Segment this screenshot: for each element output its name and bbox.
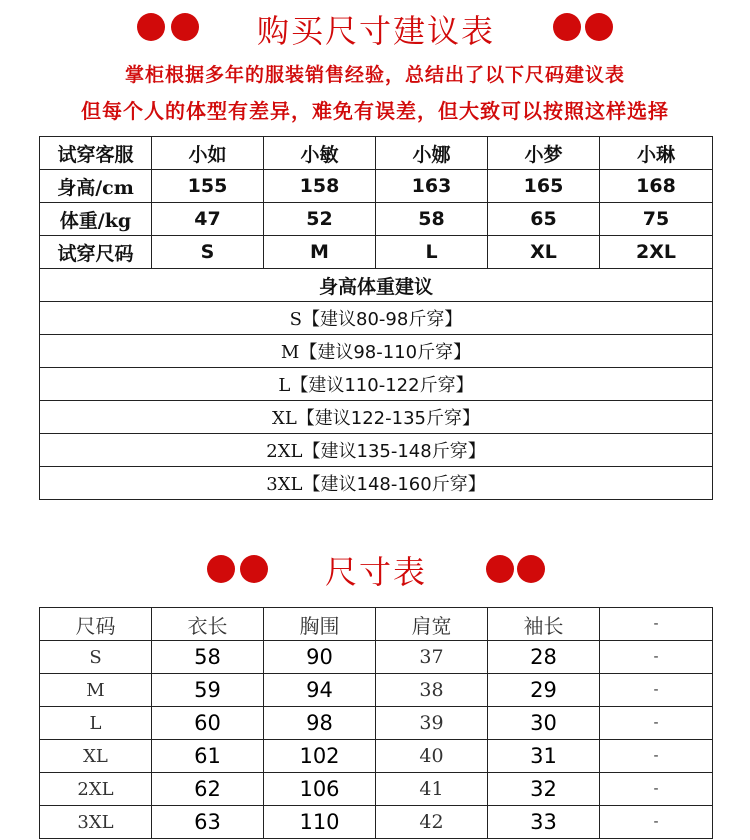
shoulder-cell: 41	[376, 773, 488, 806]
table-row	[40, 806, 713, 839]
advice-note-line2: 但每个人的体型有差异，难免有误差，但大致可以按照这样选择	[81, 99, 669, 123]
suggestion-cell	[40, 335, 713, 368]
size-chart-table	[39, 607, 713, 839]
length-cell: 61	[152, 740, 264, 773]
model-name: 小敏	[264, 137, 376, 170]
shoulder-cell: 38	[376, 674, 488, 707]
model-weight: 47	[152, 203, 264, 236]
table-row	[40, 368, 713, 401]
suggestion-size: 2XL	[266, 441, 303, 462]
chest-cell: 102	[264, 740, 376, 773]
shoulder-cell: 40	[376, 740, 488, 773]
table-row	[40, 335, 713, 368]
size-cell: M	[40, 674, 152, 707]
table-row	[40, 203, 713, 236]
shoulder-cell: 39	[376, 707, 488, 740]
sleeve-cell: 31	[488, 740, 600, 773]
model-height: 155	[152, 170, 264, 203]
model-size: S	[152, 236, 264, 269]
table-row	[40, 434, 713, 467]
decor-dot-icon	[486, 555, 514, 583]
size-cell: L	[40, 707, 152, 740]
decor-dot-icon	[207, 555, 235, 583]
model-name: 小娜	[376, 137, 488, 170]
suggestion-cell	[40, 467, 713, 500]
table-header-row	[40, 608, 713, 641]
extra-cell: -	[600, 773, 713, 806]
extra-cell: -	[600, 707, 713, 740]
size-cell: S	[40, 641, 152, 674]
suggestion-size: M	[280, 342, 300, 363]
model-size: 2XL	[600, 236, 713, 269]
table-row	[40, 674, 713, 707]
suggestion-size: 3XL	[266, 474, 303, 495]
model-weight: 58	[376, 203, 488, 236]
suggestion-range: 【建议98-110斤穿】	[299, 342, 472, 363]
suggestion-range: 【建议135-148斤穿】	[302, 441, 486, 462]
column-header: 衣长	[152, 608, 264, 641]
suggestion-size: XL	[272, 408, 297, 429]
decor-dot-icon	[553, 13, 581, 41]
sleeve-cell: 30	[488, 707, 600, 740]
suggestion-cell	[40, 434, 713, 467]
model-name: 小梦	[488, 137, 600, 170]
table-row	[40, 236, 713, 269]
length-cell: 58	[152, 641, 264, 674]
table-row	[40, 707, 713, 740]
sleeve-cell: 28	[488, 641, 600, 674]
model-height: 168	[600, 170, 713, 203]
table-row	[40, 302, 713, 335]
model-weight: 65	[488, 203, 600, 236]
decor-dot-icon	[171, 13, 199, 41]
length-cell: 59	[152, 674, 264, 707]
suggestion-size: L	[278, 375, 291, 396]
row-label: 体重/kg	[40, 203, 152, 236]
row-label: 身高/cm	[40, 170, 152, 203]
chest-cell: 94	[264, 674, 376, 707]
model-size-table	[39, 136, 713, 500]
suggestion-range: 【建议80-98斤穿】	[302, 309, 463, 330]
table-row	[40, 401, 713, 434]
row-label: 试穿尺码	[40, 236, 152, 269]
table-row	[40, 137, 713, 170]
size-cell: 3XL	[40, 806, 152, 839]
model-size: M	[264, 236, 376, 269]
table-row	[40, 170, 713, 203]
size-advice-title: 购买尺寸建议表	[257, 12, 496, 50]
table-row	[40, 269, 713, 302]
decor-dot-icon	[585, 13, 613, 41]
column-header: 肩宽	[376, 608, 488, 641]
sleeve-cell: 29	[488, 674, 600, 707]
model-size: L	[376, 236, 488, 269]
model-height: 163	[376, 170, 488, 203]
suggestion-cell	[40, 302, 713, 335]
chest-cell: 90	[264, 641, 376, 674]
shoulder-cell: 42	[376, 806, 488, 839]
model-height: 165	[488, 170, 600, 203]
chest-cell: 98	[264, 707, 376, 740]
suggestion-size: S	[289, 309, 303, 330]
suggestion-header: 身高体重建议	[40, 269, 713, 302]
table-row	[40, 641, 713, 674]
length-cell: 63	[152, 806, 264, 839]
model-height: 158	[264, 170, 376, 203]
model-name: 小琳	[600, 137, 713, 170]
column-header: 尺码	[40, 608, 152, 641]
extra-cell: -	[600, 740, 713, 773]
table-row	[40, 773, 713, 806]
suggestion-cell	[40, 401, 713, 434]
decor-dot-icon	[517, 555, 545, 583]
size-cell: XL	[40, 740, 152, 773]
table-row	[40, 467, 713, 500]
model-name: 小如	[152, 137, 264, 170]
model-weight: 75	[600, 203, 713, 236]
column-header: 胸围	[264, 608, 376, 641]
size-cell: 2XL	[40, 773, 152, 806]
column-header: 袖长	[488, 608, 600, 641]
chest-cell: 106	[264, 773, 376, 806]
length-cell: 60	[152, 707, 264, 740]
shoulder-cell: 37	[376, 641, 488, 674]
model-weight: 52	[264, 203, 376, 236]
chest-cell: 110	[264, 806, 376, 839]
suggestion-cell	[40, 368, 713, 401]
extra-cell: -	[600, 641, 713, 674]
model-size: XL	[488, 236, 600, 269]
row-label: 试穿客服	[40, 137, 152, 170]
sleeve-cell: 33	[488, 806, 600, 839]
suggestion-range: 【建议110-122斤穿】	[290, 375, 474, 396]
decor-dot-icon	[240, 555, 268, 583]
length-cell: 62	[152, 773, 264, 806]
sleeve-cell: 32	[488, 773, 600, 806]
suggestion-range: 【建议148-160斤穿】	[302, 474, 486, 495]
advice-note-line1: 掌柜根据多年的服装销售经验，总结出了以下尺码建议表	[124, 64, 625, 86]
extra-cell: -	[600, 674, 713, 707]
size-chart-title: 尺寸表	[325, 553, 428, 591]
suggestion-range: 【建议122-135斤穿】	[296, 408, 480, 429]
column-header: -	[600, 608, 713, 641]
table-row	[40, 740, 713, 773]
decor-dot-icon	[137, 13, 165, 41]
extra-cell: -	[600, 806, 713, 839]
